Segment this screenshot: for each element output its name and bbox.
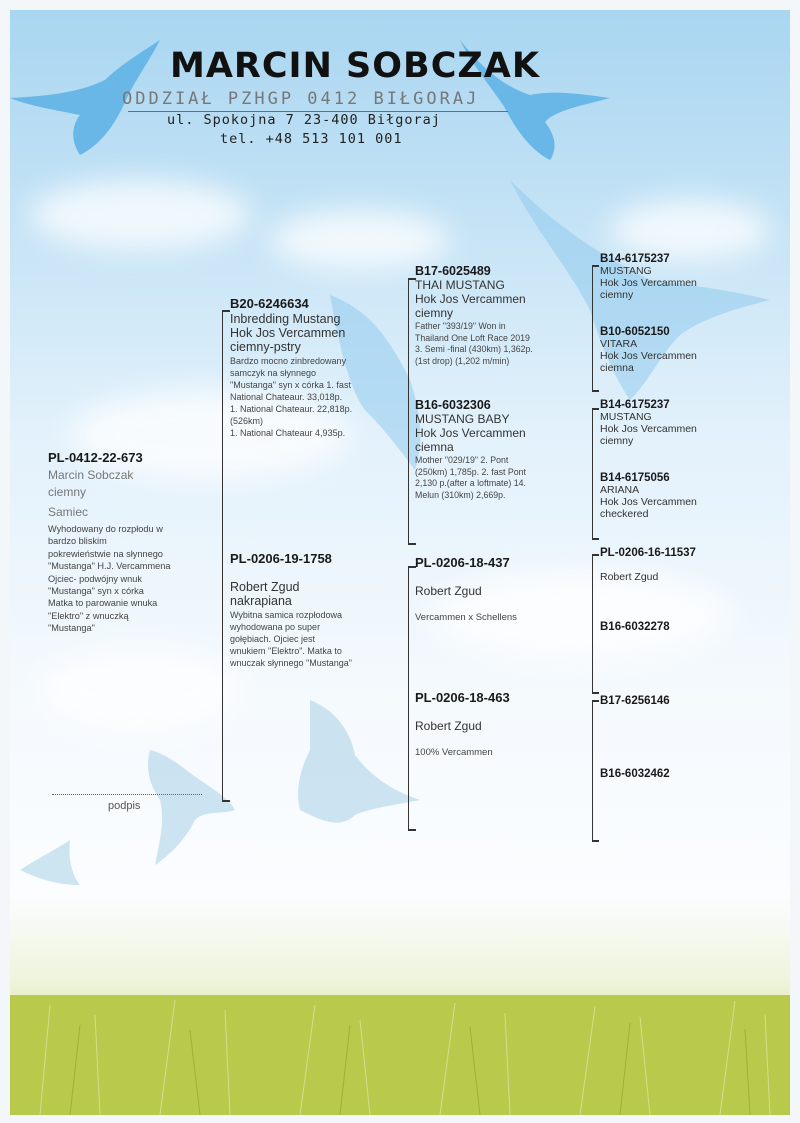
mfm-ring: B16-6032278 [600, 621, 670, 633]
ffm-bird [600, 326, 780, 374]
note-line: Wybitna samica rozpłodowa [230, 610, 342, 620]
bracket-tick [408, 543, 416, 545]
note-line: 1. National Chateaur 4,935p. [230, 428, 346, 438]
club-branch: ODDZIAŁ PZHGP 0412 BIŁGORAJ [122, 89, 480, 109]
mff-bird [600, 547, 780, 583]
subject-owner: Marcin Sobczak [48, 468, 134, 482]
signature-label: podpis [108, 800, 141, 812]
note-line: "Elektro" z wnuczką [48, 610, 129, 621]
bracket-ff-parents [592, 265, 593, 390]
subject-sex: Samiec [48, 505, 89, 519]
bracket-tick [408, 829, 416, 831]
mf-notes: Vercammen x Schellens [415, 612, 517, 623]
father-color: ciemny-pstry [230, 340, 301, 354]
fmf-color: ciemny [600, 435, 634, 447]
note-line: "Mustanga" syn x córka [48, 586, 144, 597]
note-line: (1st drop) (1,202 m/min) [415, 355, 510, 366]
fmm-breeder: Hok Jos Vercammen [600, 496, 697, 508]
breeder-phone: tel. +48 513 101 001 [220, 131, 403, 147]
mm-bird [415, 690, 590, 758]
mother-color: nakrapiana [230, 594, 292, 608]
note-line: "Mustanga" [48, 623, 95, 634]
ff-color: ciemny [415, 306, 454, 320]
bracket-tick [592, 700, 599, 702]
mf-breeder: Robert Zgud [415, 584, 482, 598]
signature-line[interactable] [52, 794, 202, 795]
note-line: (526km) [230, 416, 264, 426]
bracket-tick [222, 800, 230, 802]
note-line: wnukiem "Elektro". Matka to [230, 646, 342, 656]
fmf-breeder: Hok Jos Vercammen [600, 423, 697, 435]
mother-notes [230, 609, 402, 669]
bracket-parents [222, 310, 223, 800]
mmm-bird [600, 768, 780, 780]
fmm-bird [600, 472, 780, 520]
note-line: Bardzo mocno zinbredowany [230, 356, 347, 366]
note-line: wnuczak słynnego "Mustanga" [230, 658, 352, 668]
fm-name: MUSTANG BABY [415, 412, 510, 426]
note-line: "Mustanga" syn x córka 1. fast [230, 380, 351, 390]
fff-ring: B14-6175237 [600, 253, 670, 265]
ff-name: THAI MUSTANG [415, 278, 505, 292]
mmf-bird [600, 695, 780, 707]
mm-ring: PL-0206-18-463 [415, 690, 510, 705]
ff-ring: B17-6025489 [415, 264, 491, 278]
ffm-color: ciemna [600, 362, 634, 374]
note-line: pokrewieństwie na słynnego [48, 548, 163, 559]
fm-notes [415, 455, 590, 501]
subject-notes [48, 523, 220, 635]
mf-ring: PL-0206-18-437 [415, 555, 510, 570]
mff-ring: PL-0206-16-11537 [600, 547, 696, 559]
note-line: Melun (310km) 2,669p. [415, 489, 506, 500]
bracket-tick [592, 692, 599, 694]
bracket-tick [592, 840, 599, 842]
bracket-mm-parents [592, 700, 593, 840]
note-line: 1. National Chateaur. 22,818p. [230, 404, 353, 414]
mother-ring: PL-0206-19-1758 [230, 551, 332, 566]
fmf-bird [600, 399, 780, 447]
fmm-ring: B14-6175056 [600, 472, 670, 484]
father-ring: B20-6246634 [230, 296, 309, 311]
fff-name: MUSTANG [600, 265, 652, 277]
fmm-color: checkered [600, 508, 649, 520]
pedigree-sheet [10, 10, 790, 1115]
breeder-name: MARCIN SOBCZAK [170, 46, 540, 86]
breeder-header [10, 10, 790, 180]
note-line: wyhodowana po super [230, 622, 321, 632]
fff-bird [600, 253, 780, 301]
ffm-breeder: Hok Jos Vercammen [600, 350, 697, 362]
ffm-ring: B10-6052150 [600, 326, 670, 338]
note-line: Ojciec- podwójny wnuk [48, 573, 142, 584]
fm-breeder: Hok Jos Vercammen [415, 426, 526, 440]
note-line: (250km) 1,785p. 2. fast Pont [415, 466, 527, 477]
father-breeder: Hok Jos Vercammen [230, 326, 346, 340]
mmf-ring: B17-6256146 [600, 695, 670, 707]
note-line: 2,130 p.(after a loftmate) 14. [415, 478, 527, 488]
father-bird [230, 296, 402, 439]
mf-bird [415, 555, 590, 623]
fm-color: ciemna [415, 440, 454, 454]
fmf-ring: B14-6175237 [600, 399, 670, 411]
bracket-mf-parents [592, 554, 593, 692]
mm-breeder: Robert Zgud [415, 719, 482, 733]
bracket-tick [592, 408, 599, 410]
fmf-name: MUSTANG [600, 411, 652, 423]
note-line: 3. Semi -final (430km) 1,362p. [415, 344, 533, 354]
ff-notes [415, 321, 590, 367]
ffm-name: VITARA [600, 338, 638, 350]
ff-breeder: Hok Jos Vercammen [415, 292, 526, 306]
fff-color: ciemny [600, 289, 634, 301]
mother-bird [230, 551, 402, 669]
note-line: Mother "029/19" 2. Pont [415, 455, 509, 465]
subject-ring: PL-0412-22-673 [48, 450, 143, 465]
father-notes [230, 355, 402, 439]
bracket-fm-parents [592, 408, 593, 538]
ff-bird [415, 264, 590, 367]
subject-bird [48, 450, 220, 635]
note-line: Father "393/19" Won in [415, 321, 506, 331]
bracket-tick [592, 390, 599, 392]
note-line: Matka to parowanie wnuka [48, 598, 158, 609]
bracket-tick [592, 554, 599, 556]
bracket-mother-parents [408, 566, 409, 829]
fmm-name: ARIANA [600, 484, 640, 496]
fff-breeder: Hok Jos Vercammen [600, 277, 697, 289]
grass-field [10, 965, 790, 1115]
father-name: Inbredding Mustang [230, 312, 341, 326]
bracket-tick [222, 310, 230, 312]
note-line: "Mustanga" H.J. Vercammena [48, 561, 171, 572]
bracket-tick [592, 538, 599, 540]
note-line: National Chateaur. 33,018p. [230, 392, 343, 402]
breeder-address: ul. Spokojna 7 23-400 Biłgoraj [167, 112, 441, 128]
mfm-bird [600, 621, 780, 633]
subject-color: ciemny [48, 485, 87, 499]
note-line: Wyhodowany do rozpłodu w [48, 524, 163, 534]
mmm-ring: B16-6032462 [600, 768, 670, 780]
fm-bird [415, 398, 590, 501]
fm-ring: B16-6032306 [415, 398, 491, 412]
mm-notes: 100% Vercammen [415, 747, 493, 758]
bracket-tick [592, 265, 599, 267]
note-line: Thailand One Loft Race 2019 [415, 332, 530, 343]
note-line: bardzo bliskim [48, 536, 107, 547]
note-line: samczyk na słynnego [230, 368, 317, 378]
mother-breeder: Robert Zgud [230, 580, 300, 594]
note-line: gołębiach. Ojciec jest [230, 634, 316, 644]
mff-breeder: Robert Zgud [600, 571, 659, 583]
bracket-father-parents [408, 278, 409, 543]
